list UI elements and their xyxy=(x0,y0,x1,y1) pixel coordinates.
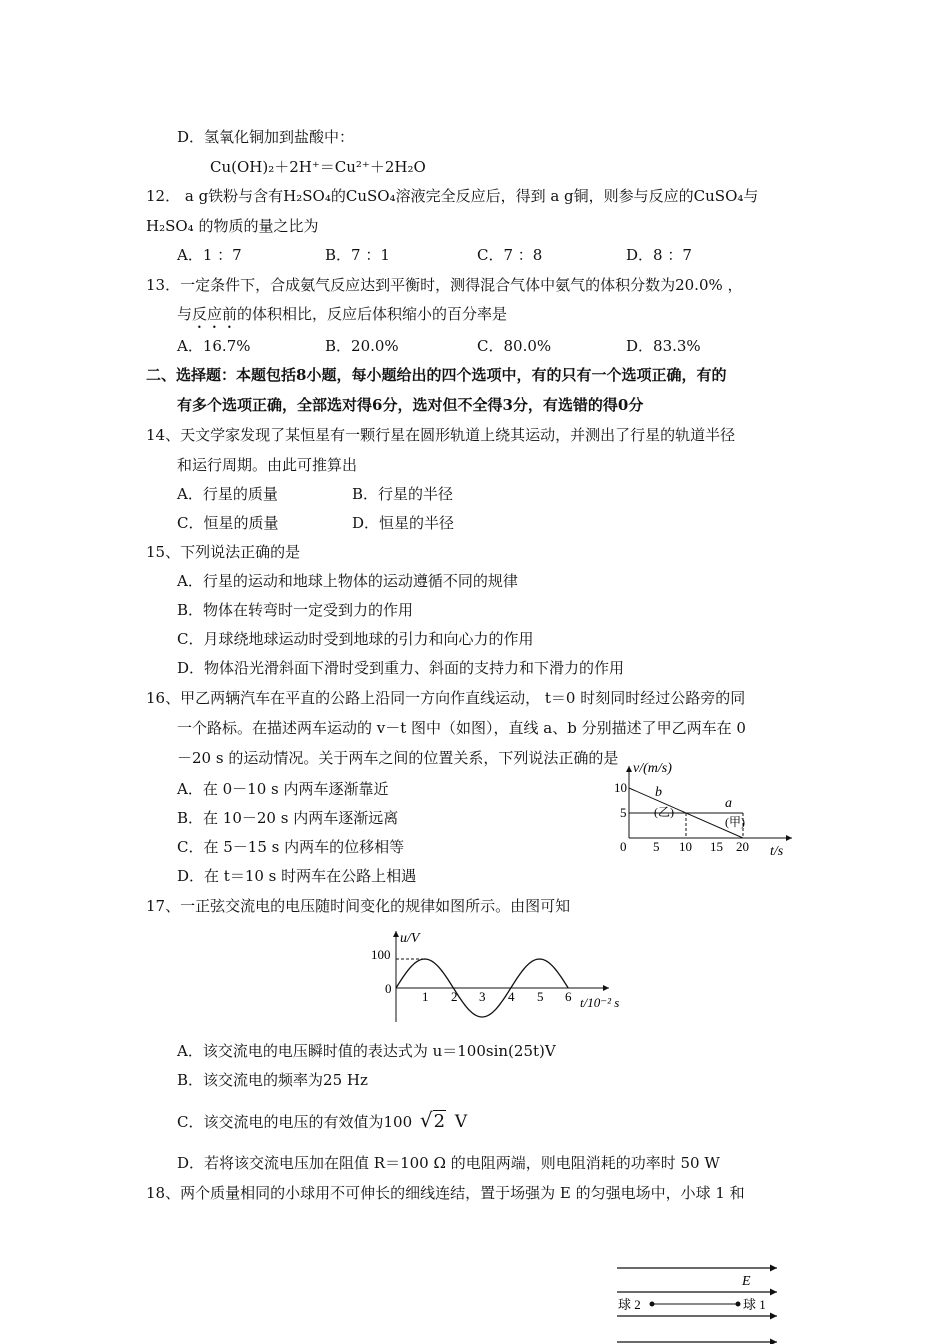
q16-x-axis-label: t/s xyxy=(770,844,784,859)
q16-stem-line3: －20 s 的运动情况。关于两车之间的位置关系，下列说法正确的是 xyxy=(177,749,619,767)
q12-option-a: A．1 ：7 xyxy=(177,246,242,264)
q13-stem-line2: 与反应前的体积相比，反应后体积缩小的百分率是 xyxy=(177,305,508,323)
q16-y-tick-10: 10 xyxy=(614,780,627,795)
q16-x-tick-0: 0 xyxy=(620,839,627,854)
q16-stem-line1: 16、甲乙两辆汽车在平直的公路上沿同一方向作直线运动， t＝0 时刻同时经过公路旁的同 xyxy=(146,689,746,707)
q17-option-d: D．若将该交流电压加在阻值 R＝100 Ω 的电阻两端，则电阻消耗的功率时 50 W xyxy=(177,1154,720,1172)
q17-y-tick-0: 0 xyxy=(385,981,392,996)
q15-stem: 15、下列说法正确的是 xyxy=(146,543,301,561)
q12-option-b: B．7 ：1 xyxy=(325,246,390,264)
q12-stem-line1: 12． a g铁粉与含有H₂SO₄的CuSO₄溶液完全反应后，得到 a g铜，则参与反应的CuSO₄与 xyxy=(146,187,759,205)
section2-heading-line2: 有多个选项正确，全部选对得6分，选对但不全得3分，有选错的得0分 xyxy=(177,396,644,414)
q12-option-d: D．8 ：7 xyxy=(626,246,692,264)
q14-option-a: A．行星的质量 xyxy=(177,485,278,503)
q16-label-a: a xyxy=(725,796,732,811)
q17-x-tick-3: 3 xyxy=(479,989,486,1004)
q13-option-d: D．83.3% xyxy=(626,337,701,355)
q16-option-a: A．在 0－10 s 内两车逐渐靠近 xyxy=(177,780,389,798)
q17-stem: 17、一正弦交流电的电压随时间变化的规律如图所示。由图可知 xyxy=(146,897,571,915)
q16-label-b-tag: (乙) xyxy=(654,805,674,819)
q11-option-d: D．氢氧化铜加到盐酸中： xyxy=(177,128,355,146)
ball-2-label: 球 2 xyxy=(618,1297,641,1312)
q17-option-c: C．该交流电的电压的有效值为100 √2 V xyxy=(177,1108,468,1132)
q17-x-tick-1: 1 xyxy=(422,989,429,1004)
q15-option-d: D．物体沿光滑斜面下滑时受到重力、斜面的支持力和下滑力的作用 xyxy=(177,659,625,677)
q17-x-tick-6: 6 xyxy=(565,989,572,1004)
q15-option-b: B．物体在转弯时一定受到力的作用 xyxy=(177,601,414,619)
q14-option-d: D．恒星的半径 xyxy=(352,514,455,532)
q16-x-tick-10: 10 xyxy=(679,839,692,854)
q16-option-d: D．在 t＝10 s 时两车在公路上相遇 xyxy=(177,867,417,885)
q17-y-axis-label: u/V xyxy=(400,931,420,946)
q13-option-a: A．16.7% xyxy=(177,337,251,355)
q17-option-b: B．该交流电的频率为25 Hz xyxy=(177,1071,368,1089)
q16-option-c: C．在 5－15 s 内两车的位移相等 xyxy=(177,838,405,856)
q17-sine-graph xyxy=(365,925,645,1025)
q18-stem-line1: 18、两个质量相同的小球用不可伸长的细线连结，置于场强为 E 的匀强电场中，小球 1 和 xyxy=(146,1184,745,1202)
q17-option-a: A．该交流电的电压瞬时值的表达式为 u＝100sin(25t)V xyxy=(177,1042,556,1060)
q16-x-tick-5: 5 xyxy=(653,839,660,854)
q16-label-b: b xyxy=(655,785,662,800)
q16-option-b: B．在 10－20 s 内两车逐渐远离 xyxy=(177,809,399,827)
q18-field-figure xyxy=(612,1262,787,1344)
sqrt-symbol: √ xyxy=(419,1108,433,1132)
q14-stem-line1: 14、天文学家发现了某恒星有一颗行星在圆形轨道上绕其运动，并测出了行星的轨道半径 xyxy=(146,426,736,444)
ball-2 xyxy=(650,1302,655,1307)
q14-stem-line2: 和运行周期。由此可推算出 xyxy=(177,456,358,474)
ball-1-label: 球 1 xyxy=(743,1297,766,1312)
q13-stem-line1: 13．一定条件下，合成氨气反应达到平衡时，测得混合气体中氨气的体积分数为20.0% ， xyxy=(146,276,743,294)
q12-stem-line2: H₂SO₄ 的物质的量之比为 xyxy=(146,217,319,235)
q17-x-tick-4: 4 xyxy=(508,989,515,1004)
q14-option-c: C．恒星的质量 xyxy=(177,514,279,532)
q16-x-tick-15: 15 xyxy=(710,839,723,854)
sqrt-radicand: 2 xyxy=(433,1111,446,1132)
q16-stem-line2: 一个路标。在描述两车运动的 v－t 图中（如图），直线 a、b 分别描述了甲乙两车在 0 xyxy=(177,719,746,737)
q17-x-axis-label: t/10⁻² s xyxy=(580,995,620,1010)
q16-y-axis-label: v/(m/s) xyxy=(633,761,672,776)
q15-option-a: A．行星的运动和地球上物体的运动遵循不同的规律 xyxy=(177,572,518,590)
q16-vt-graph xyxy=(600,760,800,860)
q17-x-tick-5: 5 xyxy=(537,989,544,1004)
q11-option-d-equation: Cu(OH)₂＋2H⁺＝Cu²⁺＋2H₂O xyxy=(210,158,426,176)
q16-x-tick-20: 20 xyxy=(736,839,749,854)
q17-x-tick-2: 2 xyxy=(451,989,458,1004)
q12-option-c: C．7 ：8 xyxy=(477,246,543,264)
q16-label-a-tag: (甲) xyxy=(725,815,745,829)
q13-option-b: B．20.0% xyxy=(325,337,399,355)
section2-heading-line1: 二、选择题：本题包括8小题，每小题给出的四个选项中，有的只有一个选项正确，有的 xyxy=(146,366,727,384)
q16-y-tick-5: 5 xyxy=(620,805,627,820)
field-label-e: E xyxy=(742,1274,751,1289)
q15-option-c: C．月球绕地球运动时受到地球的引力和向心力的作用 xyxy=(177,630,534,648)
q13-emphasis-text: 反应前 xyxy=(192,305,238,323)
q17-y-tick-100: 100 xyxy=(371,947,391,962)
q14-option-b: B．行星的半径 xyxy=(352,485,454,503)
q13-option-c: C．80.0% xyxy=(477,337,552,355)
ball-1 xyxy=(736,1302,741,1307)
